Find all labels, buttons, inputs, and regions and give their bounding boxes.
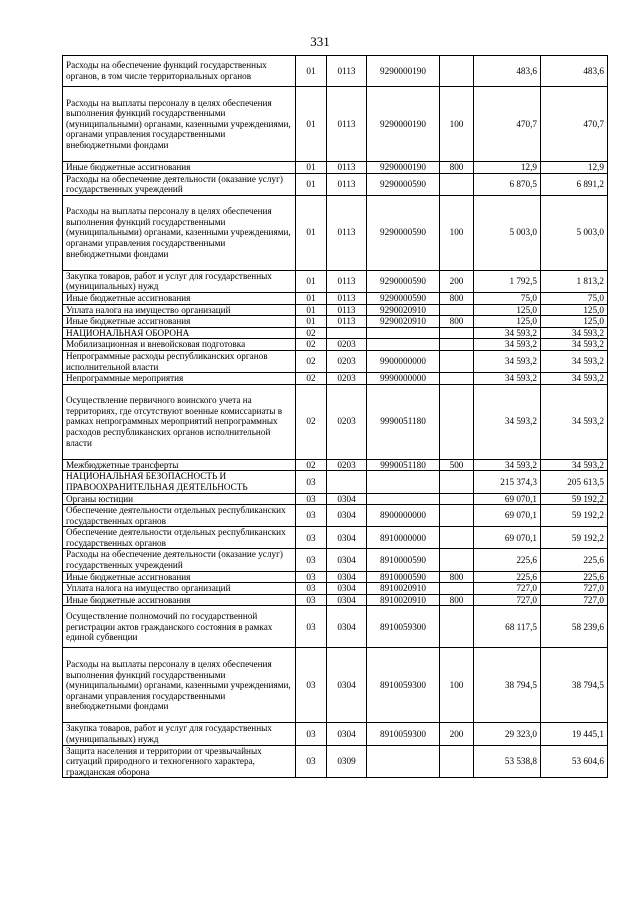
table-row [63, 339, 608, 351]
table-row [63, 583, 608, 595]
row-amount-year2: 53 604,6 [541, 745, 608, 778]
table-row [63, 471, 608, 493]
row-section: 01 [296, 292, 327, 304]
row-name: Расходы на обеспечение деятельности (оказание услуг) государственных учреждений [63, 549, 296, 571]
row-subsection: 0304 [327, 723, 367, 745]
row-amount-year1: 225,6 [474, 549, 541, 571]
table-row [63, 745, 608, 778]
row-expense-type: 200 [440, 270, 474, 292]
row-section: 03 [296, 745, 327, 778]
row-expense-type: 800 [440, 594, 474, 606]
row-article: 9290000190 [367, 56, 440, 87]
row-section: 02 [296, 350, 327, 372]
row-section: 01 [296, 87, 327, 162]
table-row [63, 373, 608, 385]
row-subsection: 0309 [327, 745, 367, 778]
row-amount-year1: 34 593,2 [474, 327, 541, 339]
row-expense-type [440, 56, 474, 87]
row-section: 01 [296, 162, 327, 174]
row-amount-year2: 125,0 [541, 304, 608, 316]
row-expense-type: 100 [440, 87, 474, 162]
row-subsection: 0304 [327, 549, 367, 571]
row-section: 01 [296, 270, 327, 292]
row-amount-year1: 727,0 [474, 594, 541, 606]
row-expense-type [440, 527, 474, 549]
row-amount-year1: 69 070,1 [474, 493, 541, 505]
row-subsection [327, 327, 367, 339]
row-amount-year1: 6 870,5 [474, 173, 541, 195]
row-name: Расходы на выплаты персоналу в целях обеспечения выполнения функций государственными (муниципальными) органами, казенными учреждениями, органами управления государственными внебюджетными фондами [63, 195, 296, 270]
row-amount-year1: 34 593,2 [474, 373, 541, 385]
row-subsection [327, 471, 367, 493]
row-article: 9990051180 [367, 459, 440, 471]
row-article: 9900000000 [367, 350, 440, 372]
row-section: 02 [296, 373, 327, 385]
row-amount-year2: 727,0 [541, 583, 608, 595]
row-expense-type [440, 493, 474, 505]
row-amount-year1: 34 593,2 [474, 384, 541, 459]
row-name: Мобилизационная и вневойсковая подготовка [63, 339, 296, 351]
row-article: 9290000190 [367, 87, 440, 162]
row-name: Межбюджетные трансферты [63, 459, 296, 471]
row-subsection: 0304 [327, 571, 367, 583]
row-article: 9290000590 [367, 270, 440, 292]
row-amount-year2: 470,7 [541, 87, 608, 162]
table-row [63, 648, 608, 723]
row-subsection: 0304 [327, 594, 367, 606]
row-subsection: 0203 [327, 459, 367, 471]
table-row [63, 549, 608, 571]
row-expense-type [440, 339, 474, 351]
row-expense-type: 800 [440, 571, 474, 583]
table-row [63, 384, 608, 459]
row-article: 9290000590 [367, 173, 440, 195]
row-amount-year2: 34 593,2 [541, 327, 608, 339]
row-amount-year2: 75,0 [541, 292, 608, 304]
table-body [63, 56, 608, 778]
row-amount-year2: 125,0 [541, 316, 608, 328]
row-article: 8910000590 [367, 571, 440, 583]
table-row [63, 527, 608, 549]
row-name: Обеспечение деятельности отдельных республиканских государственных органов [63, 505, 296, 527]
table-row [63, 87, 608, 162]
table-row [63, 162, 608, 174]
row-article: 9290000590 [367, 195, 440, 270]
row-subsection: 0113 [327, 292, 367, 304]
row-expense-type: 800 [440, 292, 474, 304]
row-expense-type [440, 350, 474, 372]
table-row [63, 327, 608, 339]
row-article: 9290020910 [367, 304, 440, 316]
row-section: 03 [296, 583, 327, 595]
row-subsection: 0113 [327, 270, 367, 292]
row-expense-type [440, 173, 474, 195]
row-article [367, 745, 440, 778]
row-article: 8910059300 [367, 606, 440, 648]
row-subsection: 0203 [327, 373, 367, 385]
row-article: 9290000590 [367, 292, 440, 304]
row-article: 8910020910 [367, 583, 440, 595]
row-article: 8910000590 [367, 549, 440, 571]
row-amount-year1: 125,0 [474, 316, 541, 328]
row-name: Осуществление первичного воинского учета на территориях, где отсутствуют военные комиссариаты в рамках непрограммных мероприятий непрограммных расходов республиканских органов исполнительной власти [63, 384, 296, 459]
row-subsection: 0113 [327, 316, 367, 328]
row-amount-year1: 12,9 [474, 162, 541, 174]
row-expense-type: 800 [440, 316, 474, 328]
row-amount-year2: 34 593,2 [541, 350, 608, 372]
row-subsection: 0304 [327, 606, 367, 648]
table-row [63, 723, 608, 745]
table-row [63, 493, 608, 505]
row-name: Расходы на обеспечение деятельности (оказание услуг) государственных учреждений [63, 173, 296, 195]
row-name: Иные бюджетные ассигнования [63, 316, 296, 328]
row-article: 9290020910 [367, 316, 440, 328]
row-article [367, 471, 440, 493]
row-amount-year1: 34 593,2 [474, 459, 541, 471]
row-section: 01 [296, 195, 327, 270]
row-amount-year2: 1 813,2 [541, 270, 608, 292]
row-name: НАЦИОНАЛЬНАЯ ОБОРОНА [63, 327, 296, 339]
row-subsection: 0304 [327, 648, 367, 723]
row-article: 9990051180 [367, 384, 440, 459]
row-section: 03 [296, 723, 327, 745]
row-amount-year1: 215 374,3 [474, 471, 541, 493]
row-amount-year2: 225,6 [541, 549, 608, 571]
row-amount-year2: 34 593,2 [541, 384, 608, 459]
row-section: 02 [296, 384, 327, 459]
row-subsection: 0304 [327, 505, 367, 527]
row-amount-year1: 29 323,0 [474, 723, 541, 745]
row-subsection: 0113 [327, 56, 367, 87]
table-row [63, 292, 608, 304]
table-row [63, 350, 608, 372]
row-name: Непрограммные мероприятия [63, 373, 296, 385]
row-name: Закупка товаров, работ и услуг для государственных (муниципальных) нужд [63, 270, 296, 292]
row-name: НАЦИОНАЛЬНАЯ БЕЗОПАСНОСТЬ И ПРАВООХРАНИТЕЛЬНАЯ ДЕЯТЕЛЬНОСТЬ [63, 471, 296, 493]
row-amount-year2: 34 593,2 [541, 459, 608, 471]
table-row [63, 304, 608, 316]
row-expense-type: 100 [440, 648, 474, 723]
row-article: 8910059300 [367, 648, 440, 723]
row-article [367, 327, 440, 339]
row-section: 03 [296, 493, 327, 505]
row-section: 01 [296, 173, 327, 195]
row-amount-year2: 38 794,5 [541, 648, 608, 723]
row-amount-year2: 5 003,0 [541, 195, 608, 270]
row-amount-year2: 205 613,5 [541, 471, 608, 493]
row-section: 03 [296, 571, 327, 583]
row-amount-year1: 727,0 [474, 583, 541, 595]
table-row [63, 459, 608, 471]
row-section: 03 [296, 527, 327, 549]
row-amount-year2: 59 192,2 [541, 527, 608, 549]
row-amount-year2: 34 593,2 [541, 339, 608, 351]
row-expense-type [440, 745, 474, 778]
row-amount-year1: 38 794,5 [474, 648, 541, 723]
row-expense-type [440, 505, 474, 527]
table-row [63, 195, 608, 270]
row-article: 9290000190 [367, 162, 440, 174]
row-article: 9990000000 [367, 373, 440, 385]
row-amount-year2: 34 593,2 [541, 373, 608, 385]
row-section: 01 [296, 316, 327, 328]
row-amount-year2: 225,6 [541, 571, 608, 583]
row-section: 03 [296, 594, 327, 606]
row-article [367, 493, 440, 505]
row-name: Уплата налога на имущество организаций [63, 583, 296, 595]
row-name: Органы юстиции [63, 493, 296, 505]
row-name: Осуществление полномочий по государственной регистрации актов гражданского состояния в рамках единой субвенции [63, 606, 296, 648]
table-row [63, 606, 608, 648]
row-name: Иные бюджетные ассигнования [63, 594, 296, 606]
row-amount-year1: 1 792,5 [474, 270, 541, 292]
row-amount-year2: 727,0 [541, 594, 608, 606]
row-expense-type [440, 304, 474, 316]
table-row [63, 505, 608, 527]
row-expense-type: 500 [440, 459, 474, 471]
row-subsection: 0113 [327, 195, 367, 270]
row-amount-year1: 125,0 [474, 304, 541, 316]
row-subsection: 0304 [327, 583, 367, 595]
row-amount-year1: 470,7 [474, 87, 541, 162]
row-section: 01 [296, 304, 327, 316]
row-section: 02 [296, 327, 327, 339]
table-row [63, 594, 608, 606]
row-amount-year1: 53 538,8 [474, 745, 541, 778]
row-subsection: 0113 [327, 173, 367, 195]
row-name: Иные бюджетные ассигнования [63, 162, 296, 174]
row-expense-type [440, 471, 474, 493]
row-amount-year1: 69 070,1 [474, 505, 541, 527]
table-row [63, 571, 608, 583]
row-name: Иные бюджетные ассигнования [63, 292, 296, 304]
row-expense-type: 800 [440, 162, 474, 174]
row-section: 03 [296, 606, 327, 648]
row-section: 03 [296, 505, 327, 527]
row-name: Защита населения и территории от чрезвычайных ситуаций природного и техногенного характера, гражданская оборона [63, 745, 296, 778]
row-expense-type [440, 606, 474, 648]
row-section: 01 [296, 56, 327, 87]
row-amount-year2: 12,9 [541, 162, 608, 174]
row-section: 02 [296, 339, 327, 351]
row-article: 8900000000 [367, 505, 440, 527]
row-name: Расходы на обеспечение функций государственных органов, в том числе территориальных органов [63, 56, 296, 87]
table-row [63, 56, 608, 87]
row-name: Уплата налога на имущество организаций [63, 304, 296, 316]
row-amount-year1: 34 593,2 [474, 339, 541, 351]
row-amount-year1: 68 117,5 [474, 606, 541, 648]
row-amount-year1: 34 593,2 [474, 350, 541, 372]
row-subsection: 0113 [327, 87, 367, 162]
row-expense-type [440, 384, 474, 459]
row-name: Закупка товаров, работ и услуг для государственных (муниципальных) нужд [63, 723, 296, 745]
table-row [63, 173, 608, 195]
table-row [63, 270, 608, 292]
row-section: 02 [296, 459, 327, 471]
row-article: 8910000000 [367, 527, 440, 549]
row-article: 8910059300 [367, 723, 440, 745]
row-article [367, 339, 440, 351]
row-amount-year1: 5 003,0 [474, 195, 541, 270]
row-name: Расходы на выплаты персоналу в целях обеспечения выполнения функций государственными (муниципальными) органами, казенными учреждениями, органами управления государственными внебюджетными фондами [63, 648, 296, 723]
row-amount-year2: 59 192,2 [541, 505, 608, 527]
row-name: Обеспечение деятельности отдельных республиканских государственных органов [63, 527, 296, 549]
row-name: Расходы на выплаты персоналу в целях обеспечения выполнения функций государственными (муниципальными) органами, казенными учреждениями, органами управления государственными внебюджетными фондами [63, 87, 296, 162]
row-subsection: 0304 [327, 527, 367, 549]
row-name: Непрограммные расходы республиканских органов исполнительной власти [63, 350, 296, 372]
row-subsection: 0203 [327, 339, 367, 351]
row-expense-type [440, 583, 474, 595]
row-subsection: 0113 [327, 162, 367, 174]
row-expense-type: 100 [440, 195, 474, 270]
row-expense-type [440, 373, 474, 385]
row-amount-year2: 6 891,2 [541, 173, 608, 195]
row-amount-year1: 75,0 [474, 292, 541, 304]
row-section: 03 [296, 648, 327, 723]
row-subsection: 0203 [327, 384, 367, 459]
row-subsection: 0203 [327, 350, 367, 372]
row-amount-year1: 225,6 [474, 571, 541, 583]
row-article: 8910020910 [367, 594, 440, 606]
budget-table [62, 55, 608, 778]
row-subsection: 0304 [327, 493, 367, 505]
row-name: Иные бюджетные ассигнования [63, 571, 296, 583]
row-expense-type [440, 327, 474, 339]
row-expense-type: 200 [440, 723, 474, 745]
row-amount-year2: 483,6 [541, 56, 608, 87]
row-section: 03 [296, 549, 327, 571]
table-row [63, 316, 608, 328]
row-amount-year1: 483,6 [474, 56, 541, 87]
row-subsection: 0113 [327, 304, 367, 316]
page-number: 331 [310, 34, 330, 49]
row-amount-year2: 59 192,2 [541, 493, 608, 505]
row-section: 03 [296, 471, 327, 493]
row-expense-type [440, 549, 474, 571]
row-amount-year1: 69 070,1 [474, 527, 541, 549]
row-amount-year2: 58 239,6 [541, 606, 608, 648]
row-amount-year2: 19 445,1 [541, 723, 608, 745]
